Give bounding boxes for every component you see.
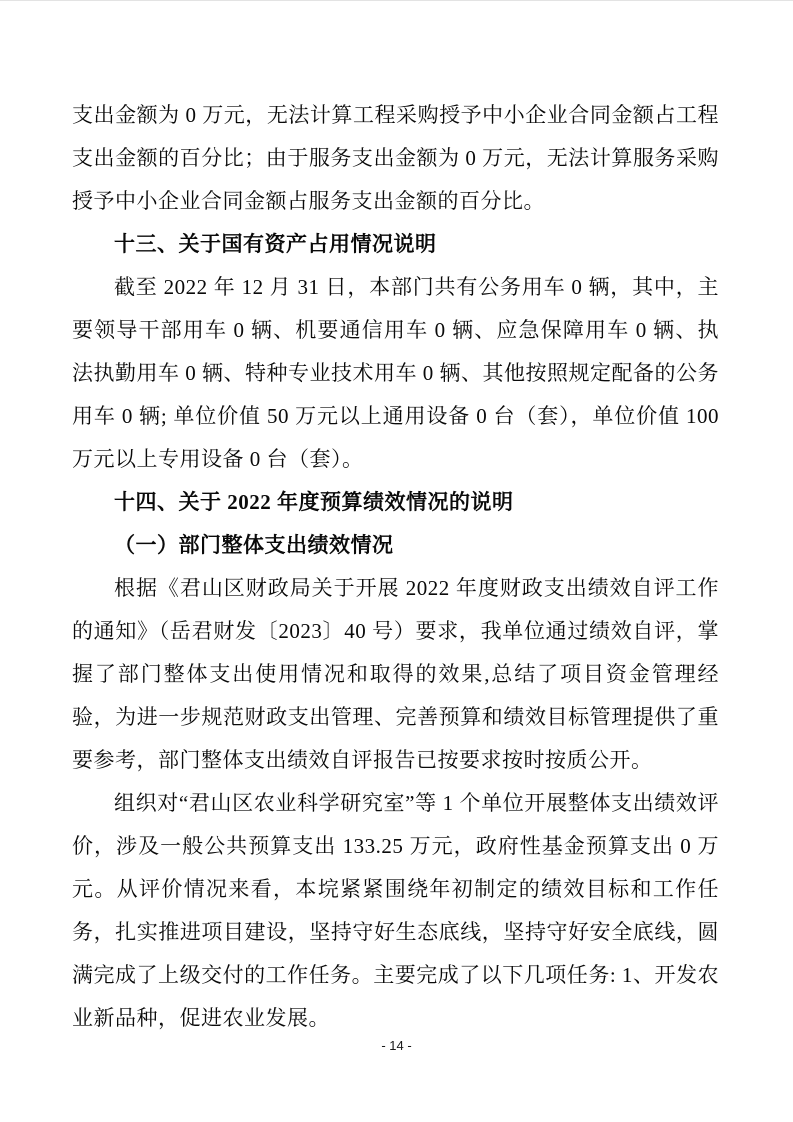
page-number: - 14 - — [381, 1038, 412, 1053]
heading-section-14-budget-performance: 十四、关于 2022 年度预算绩效情况的说明 — [114, 490, 514, 514]
paragraph-asset-occupancy: 截至 2022 年 12 月 31 日，本部门共有公务用车 0 辆，其中，主要领导干部用车 0 辆、机要通信用车 0 辆、应急保障用车 0 辆、执法执勤用车 0 辆、特种专业技术用车 0 辆、其他按照规定配备的公务用车 0 辆; 单位价值 50 万元以上通用设备 0 台（套），单位价值 100 万元以上专用设备 0 台（套）。 — [72, 275, 719, 471]
subheading-department-expenditure-performance: （一）部门整体支出绩效情况 — [114, 533, 394, 557]
paragraph-self-evaluation: 根据《君山区财政局关于开展 2022 年度财政支出绩效自评工作的通知》（岳君财发〔2023〕40 号）要求，我单位通过绩效自评，掌握了部门整体支出使用情况和取得的效果,总结了项目资金管理经验，为进一步规范财政支出管理、完善预算和绩效目标管理提供了重要参考，部门整体支出绩效自评报告已按要求按时按质公开。 — [72, 576, 719, 772]
heading-section-13-state-assets: 十三、关于国有资产占用情况说明 — [114, 232, 437, 256]
document-body — [72, 94, 719, 1040]
paragraph-evaluation-results: 组织对“君山区农业科学研究室”等 1 个单位开展整体支出绩效评价，涉及一般公共预算支出 133.25 万元，政府性基金预算支出 0 万元。从评价情况来看，本垸紧紧围绕年初制定的绩效目标和工作任务，扎实推进项目建设，坚持守好生态底线，坚持守好安全底线，圆满完成了上级交付的工作任务。主要完成了以下几项任务: 1、开发农业新品种，促进农业发展。 — [72, 791, 719, 1030]
paragraph-procurement-continued: 支出金额为 0 万元，无法计算工程采购授予中小企业合同金额占工程支出金额的百分比；由于服务支出金额为 0 万元，无法计算服务采购授予中小企业合同金额占服务支出金额的百分比。 — [72, 103, 719, 213]
